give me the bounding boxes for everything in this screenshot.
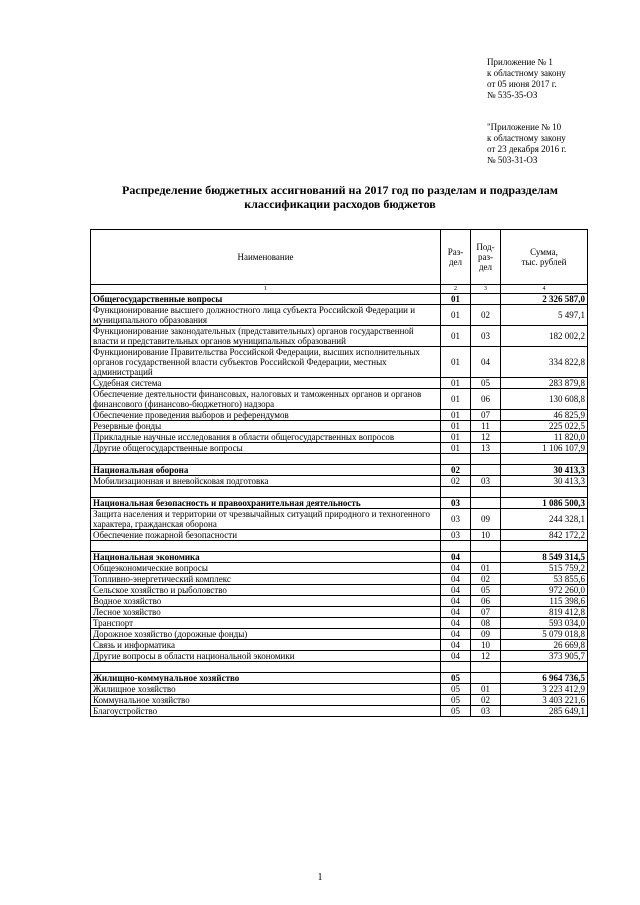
podrazdel-cell: 03 [471,706,501,717]
table-row [91,305,588,326]
budget-table [90,229,588,717]
header-podrazdel-line: Под- [476,242,495,252]
name-cell: Транспорт [91,618,441,629]
table-spacer-row [91,487,588,498]
razdel-cell: 03 [441,509,471,530]
section-row [91,294,588,305]
name-cell: Функционирование высшего должностного лица субъекта Российской Федерации и муниципального образования [91,305,441,326]
name-cell: Национальная экономика [91,552,441,563]
table-row [91,432,588,443]
podrazdel-cell: 03 [471,326,501,347]
name-cell: Судебная система [91,378,441,389]
document-title-line-1: Распределение бюджетных ассигнований на 2017 год по разделам и подразделам [122,183,558,197]
table-row [91,530,588,541]
sum-cell: 2 326 587,0 [501,294,588,305]
razdel-cell: 04 [441,585,471,596]
sum-cell: 285 649,1 [501,706,588,717]
section-row [91,673,588,684]
sum-cell: 819 412,8 [501,607,588,618]
name-cell: Топливно-энергетический комплекс [91,574,441,585]
empty-cell [441,541,471,552]
column-number: 3 [471,285,501,294]
podrazdel-cell: 07 [471,410,501,421]
podrazdel-cell: 12 [471,432,501,443]
podrazdel-cell: 08 [471,618,501,629]
razdel-cell: 01 [441,326,471,347]
sum-cell: 5 079 018,8 [501,629,588,640]
annex-2-line: "Приложение № 10 [487,122,562,132]
name-cell: Лесное хозяйство [91,607,441,618]
razdel-cell: 04 [441,618,471,629]
razdel-cell: 05 [441,673,471,684]
sum-cell: 515 759,2 [501,563,588,574]
empty-cell [91,487,441,498]
annex-1-line: Приложение № 1 [487,57,553,67]
name-cell: Национальная оборона [91,465,441,476]
annex-1-line: от 05 июня 2017 г. [487,79,557,89]
podrazdel-cell: 11 [471,421,501,432]
razdel-cell: 02 [441,465,471,476]
sum-cell: 1 106 107,9 [501,443,588,454]
column-number-row [91,285,588,294]
razdel-cell: 03 [441,498,471,509]
sum-cell: 225 022,5 [501,421,588,432]
podrazdel-cell: 06 [471,389,501,410]
name-cell: Другие вопросы в области национальной экономики [91,651,441,662]
podrazdel-cell: 02 [471,695,501,706]
table-row [91,410,588,421]
table-row [91,378,588,389]
razdel-cell: 01 [441,378,471,389]
podrazdel-cell: 13 [471,443,501,454]
sum-cell: 593 034,0 [501,618,588,629]
table-row [91,585,588,596]
table-row [91,706,588,717]
sum-cell: 283 879,8 [501,378,588,389]
sum-cell: 373 905,7 [501,651,588,662]
podrazdel-cell: 07 [471,607,501,618]
header-podrazdel-line: раз- [477,252,494,262]
razdel-cell: 04 [441,574,471,585]
header-podrazdel-line: дел [478,262,493,272]
table-row [91,326,588,347]
table-row [91,607,588,618]
sum-cell: 30 413,3 [501,476,588,487]
column-number: 2 [441,285,471,294]
table-spacer-row [91,454,588,465]
document-title-line-2: классификации расходов бюджетов [244,197,436,211]
razdel-cell: 02 [441,476,471,487]
name-cell: Сельское хозяйство и рыболовство [91,585,441,596]
table-spacer-row [91,541,588,552]
empty-cell [501,454,588,465]
podrazdel-cell: 01 [471,563,501,574]
section-row [91,465,588,476]
podrazdel-cell: 05 [471,378,501,389]
sum-cell: 11 820,0 [501,432,588,443]
razdel-cell: 01 [441,421,471,432]
sum-cell: 26 669,8 [501,640,588,651]
empty-cell [501,662,588,673]
empty-cell [441,662,471,673]
header-sum-line: тыс. рублей [521,257,567,267]
sum-cell: 30 413,3 [501,465,588,476]
razdel-cell: 04 [441,552,471,563]
sum-cell: 842 172,2 [501,530,588,541]
section-row [91,498,588,509]
razdel-cell: 04 [441,607,471,618]
annex-1-block [487,57,566,101]
podrazdel-cell: 09 [471,509,501,530]
annex-2-line: от 23 декабря 2016 г. [487,144,567,154]
document-title [90,183,590,211]
section-row [91,552,588,563]
empty-cell [441,487,471,498]
table-row [91,618,588,629]
podrazdel-cell: 09 [471,629,501,640]
sum-cell: 182 002,2 [501,326,588,347]
sum-cell: 6 964 736,5 [501,673,588,684]
name-cell: Благоустройство [91,706,441,717]
table-row [91,347,588,378]
razdel-cell: 04 [441,596,471,607]
name-cell: Обеспечение проведения выборов и референдумов [91,410,441,421]
podrazdel-cell: 05 [471,585,501,596]
column-number: 1 [91,285,441,294]
razdel-cell: 05 [441,706,471,717]
name-cell: Мобилизационная и вневойсковая подготовка [91,476,441,487]
name-cell: Функционирование Правительства Российской Федерации, высших исполнительных органов государственной власти субъектов Российской Федерации, местных администраций [91,347,441,378]
razdel-cell: 01 [441,443,471,454]
name-cell: Резервные фонды [91,421,441,432]
podrazdel-cell: 12 [471,651,501,662]
table-row [91,476,588,487]
podrazdel-cell [471,294,501,305]
annex-1-line: № 535-35-ОЗ [487,90,538,100]
razdel-cell: 04 [441,640,471,651]
podrazdel-cell [471,498,501,509]
table-row [91,389,588,410]
empty-cell [471,662,501,673]
table-row [91,651,588,662]
name-cell: Коммунальное хозяйство [91,695,441,706]
empty-cell [441,454,471,465]
table-row [91,563,588,574]
sum-cell: 244 328,1 [501,509,588,530]
name-cell: Связь и информатика [91,640,441,651]
empty-cell [501,487,588,498]
sum-cell: 5 497,1 [501,305,588,326]
razdel-cell: 05 [441,695,471,706]
sum-cell: 130 608,8 [501,389,588,410]
razdel-cell: 01 [441,410,471,421]
empty-cell [471,454,501,465]
table-row [91,574,588,585]
name-cell: Функционирование законодательных (представительных) органов государственной власти и представительных органов муниципальных образований [91,326,441,347]
name-cell: Жилищное хозяйство [91,684,441,695]
table-spacer-row [91,662,588,673]
name-cell: Обеспечение деятельности финансовых, налоговых и таможенных органов и органов финансового (финансово-бюджетного) надзора [91,389,441,410]
razdel-cell: 04 [441,629,471,640]
podrazdel-cell: 01 [471,684,501,695]
table-row [91,695,588,706]
empty-cell [91,454,441,465]
razdel-cell: 04 [441,651,471,662]
razdel-cell: 04 [441,563,471,574]
header-sum [501,230,588,285]
header-razdel-line: дел [448,257,463,267]
name-cell: Дорожное хозяйство (дорожные фонды) [91,629,441,640]
sum-cell: 1 086 500,3 [501,498,588,509]
podrazdel-cell: 10 [471,530,501,541]
header-sum-line: Сумма, [530,247,558,257]
sum-cell: 3 223 412,9 [501,684,588,695]
razdel-cell: 01 [441,389,471,410]
header-razdel-line: Раз- [447,247,464,257]
razdel-cell: 05 [441,684,471,695]
name-cell: Водное хозяйство [91,596,441,607]
sum-cell: 334 822,8 [501,347,588,378]
table-row [91,596,588,607]
podrazdel-cell [471,552,501,563]
razdel-cell: 01 [441,347,471,378]
header-podrazdel [471,230,501,285]
name-cell: Национальная безопасность и правоохранительная деятельность [91,498,441,509]
table-row [91,629,588,640]
table-header-row [91,230,588,285]
sum-cell: 46 825,9 [501,410,588,421]
razdel-cell: 01 [441,294,471,305]
name-cell: Обеспечение пожарной безопасности [91,530,441,541]
table-body [91,294,588,717]
sum-cell: 3 403 221,6 [501,695,588,706]
name-cell: Защита населения и территории от чрезвычайных ситуаций природного и техногенного характера, гражданская оборона [91,509,441,530]
podrazdel-cell: 04 [471,347,501,378]
sum-cell: 8 549 314,5 [501,552,588,563]
razdel-cell: 03 [441,530,471,541]
empty-cell [471,541,501,552]
annex-2-line: № 503-31-ОЗ [487,155,538,165]
podrazdel-cell: 02 [471,305,501,326]
table-row [91,443,588,454]
podrazdel-cell: 02 [471,574,501,585]
empty-cell [501,541,588,552]
podrazdel-cell: 10 [471,640,501,651]
annex-2-block [487,122,566,166]
column-number: 4 [501,285,588,294]
podrazdel-cell: 03 [471,476,501,487]
header-name: Наименование [91,230,441,285]
sum-cell: 115 398,6 [501,596,588,607]
header-razdel [441,230,471,285]
name-cell: Прикладные научные исследования в области общегосударственных вопросов [91,432,441,443]
page-number: 1 [317,872,323,883]
razdel-cell: 01 [441,432,471,443]
razdel-cell: 01 [441,305,471,326]
annex-1-line: к областному закону [487,68,566,78]
name-cell: Общегосударственные вопросы [91,294,441,305]
podrazdel-cell [471,465,501,476]
empty-cell [471,487,501,498]
podrazdel-cell: 06 [471,596,501,607]
podrazdel-cell [471,673,501,684]
sum-cell: 53 855,6 [501,574,588,585]
table-row [91,640,588,651]
sum-cell: 972 260,0 [501,585,588,596]
table-row [91,509,588,530]
annex-2-line: к областному закону [487,133,566,143]
name-cell: Другие общегосударственные вопросы [91,443,441,454]
empty-cell [91,541,441,552]
empty-cell [91,662,441,673]
name-cell: Общеэкономические вопросы [91,563,441,574]
table-row [91,684,588,695]
table-row [91,421,588,432]
name-cell: Жилищно-коммунальное хозяйство [91,673,441,684]
